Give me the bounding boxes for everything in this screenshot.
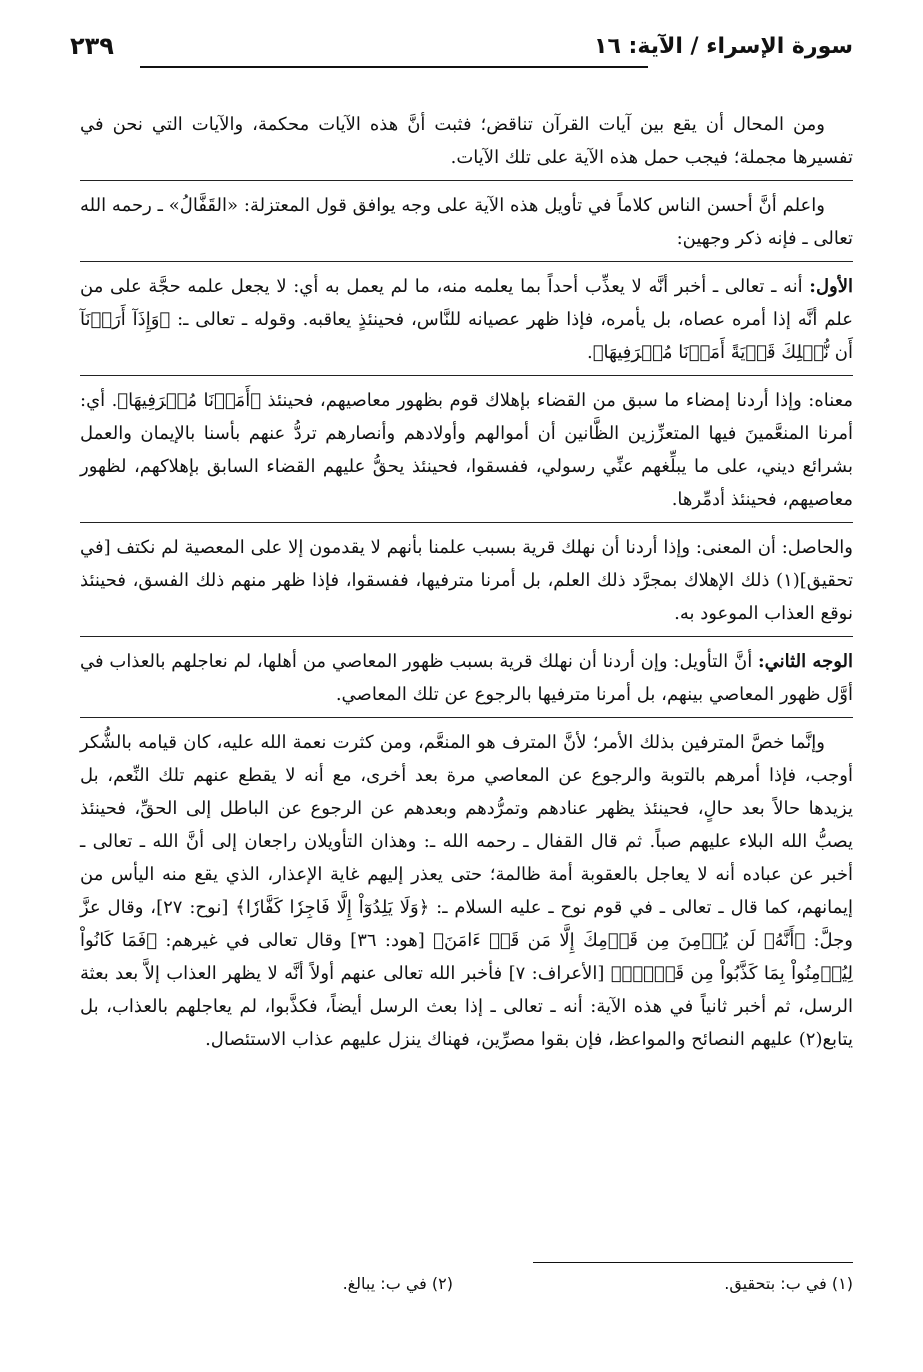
header-rule xyxy=(140,66,648,68)
paragraph-text: واعلم أنَّ أحسن الناس كلاماً في تأويل هذه الآية على وجه يوافق قول المعتزلة: «القَفَّالُ» ـ رحمه الله تعالى ـ فإنه ذكر وجهين: xyxy=(80,195,853,249)
paragraph xyxy=(80,384,853,516)
footnote-1: (١) في ب: بتحقيق. xyxy=(724,1274,853,1293)
paragraph-text: والحاصل: أن المعنى: وإذا أردنا أن نهلك قرية بسبب علمنا بأنهم لا يقدمون إلا على المعصية لم نكتف [في تحقيق](١) ذلك الإهلاك بمجرَّد ذلك العلم، بل أمرنا مترفيها، ففسقوا، فإذا ظهر منهم ذلك الفسق، فحينئذ نوقع العذاب الموعود به. xyxy=(80,537,853,624)
paragraph xyxy=(80,108,853,174)
running-title: سورة الإسراء / الآية: ١٦ xyxy=(594,34,853,59)
section-divider xyxy=(80,375,853,376)
section-divider xyxy=(80,261,853,262)
page-header xyxy=(70,28,853,78)
paragraph xyxy=(80,189,853,255)
section-divider xyxy=(80,717,853,718)
paragraph-text: ومن المحال أن يقع بين آيات القرآن تناقض؛ فثبت أنَّ هذه الآيات محكمة، والآيات التي نحن في تفسيرها مجملة؛ فيجب حمل هذه الآية على تلك الآيات. xyxy=(80,114,853,168)
paragraph xyxy=(80,270,853,369)
footnote-rule xyxy=(533,1262,853,1263)
footnote-2: (٢) في ب: يبالغ. xyxy=(342,1274,453,1293)
paragraph xyxy=(80,531,853,630)
paragraph-lead: الوجه الثاني: xyxy=(758,651,853,672)
section-divider xyxy=(80,180,853,181)
paragraph-lead: الأول: xyxy=(809,276,853,297)
paragraph-text: معناه: وإذا أردنا إمضاء ما سبق من القضاء بإهلاك قوم بظهور معاصيهم، فحينئذ ﴿أَمَرۡنَا مُتۡرَفِيهَا﴾. أي: أمرنا المنعَّمينَ فيها المتعزِّزين الظَّانين أن أموالهم وأولادهم وأنصارهم تردُّ عنهم بأسنا بالإيمان والعمل بشرائع ديني، على ما يبلِّغهم عنِّي رسولي، ففسقوا، فحينئذ يحقُّ عليهم القضاء السابق بإهلاكهم، لظهور معاصيهم، فحينئذ أدمِّرها. xyxy=(80,390,854,510)
paragraph-text: أنَّ التأويل: وإن أردنا أن نهلك قرية بسبب ظهور المعاصي من أهلها، لم نعاجلهم بالعذاب في أوَّل ظهور المعاصي بينهم، بل أمرنا مترفيها بالرجوع عن تلك المعاصي. xyxy=(80,651,853,705)
paragraph-text: وإنَّما خصَّ المترفين بذلك الأمر؛ لأنَّ المترف هو المنعَّم، ومن كثرت نعمة الله عليه، كان قيامه بالشُّكر أوجب، فإذا أمرهم بالتوبة والرجوع عن المعاصي مرة بعد أخرى، مع أنه لا يقطع عنهم تلك النِّعم، بل يزيدها حالاً بعد حالٍ، فحينئذ يظهر عنادهم وتمرُّدهم وبعدهم عن الرجوع عن الباطل إلى الحقِّ، فحينئذ يصبُّ الله البلاء عليهم صباً. ثم قال القفال ـ رحمه الله ـ: وهذان التأويلان راجعان إلى أنَّ الله ـ تعالى ـ أخبر عن عباده أنه لا يعاجل بالعقوبة أمة ظالمة؛ حتى يعذر إليهم غاية الإعذار، الذي يقع منه اليأس من إيمانهم، كما قال ـ تعالى ـ في قوم نوح ـ عليه السلام ـ: ﴿وَلَا يَلِدُوٓاْ إِلَّا فَاجِرٗا كَفَّارٗا﴾ [نوح: ٢٧]، وقال عزَّ وجلَّ: ﴿أَنَّهُۥ لَن يُؤۡمِنَ مِن قَوۡمِكَ إِلَّا مَن قَدۡ ءَامَنَ﴾ [هود: ٣٦] وقال تعالى في غيرهم: ﴿فَمَا كَانُواْ لِيُؤۡمِنُواْ بِمَا كَذَّبُواْ مِن قَبۡلُۚ﴾ [الأعراف: ٧] فأخبر الله تعالى عنهم أولاً أنَّه لا يظهر العذاب إلاَّ بعد بعثة الرسل، ثم أخبر ثانياً في هذه الآية: أنه ـ تعالى ـ إذا بعث الرسل أيضاً، فكذَّبوا، لم يعاجلهم بالعذاب، بل يتابع(٢) عليهم النصائح والمواعظ، فإن بقوا مصرِّين، فهناك ينزل عليهم عذاب الاستئصال. xyxy=(80,732,853,1050)
section-divider xyxy=(80,636,853,637)
paragraph-text: أنه ـ تعالى ـ أخبر أنَّه لا يعذِّب أحداً بما يعلمه منه، ما لم يعمل به أي: لا يجعل علمه حجَّة على من علم أنَّه إذا أمره عصاه، بل يأمره، فإذا ظهر عصيانه للنَّاس، فحينئذٍ يعاقبه. وقوله ـ تعالى ـ: ﴿وَإِذَآ أَرَدۡنَآ أَن نُّهۡلِكَ قَرۡيَةً أَمَرۡنَا مُتۡرَفِيهَا﴾. xyxy=(80,276,853,363)
section-divider xyxy=(80,522,853,523)
paragraph xyxy=(80,645,853,711)
paragraph xyxy=(80,726,853,1056)
main-text xyxy=(80,108,853,1062)
page-number: ٢٣٩ xyxy=(70,32,114,60)
